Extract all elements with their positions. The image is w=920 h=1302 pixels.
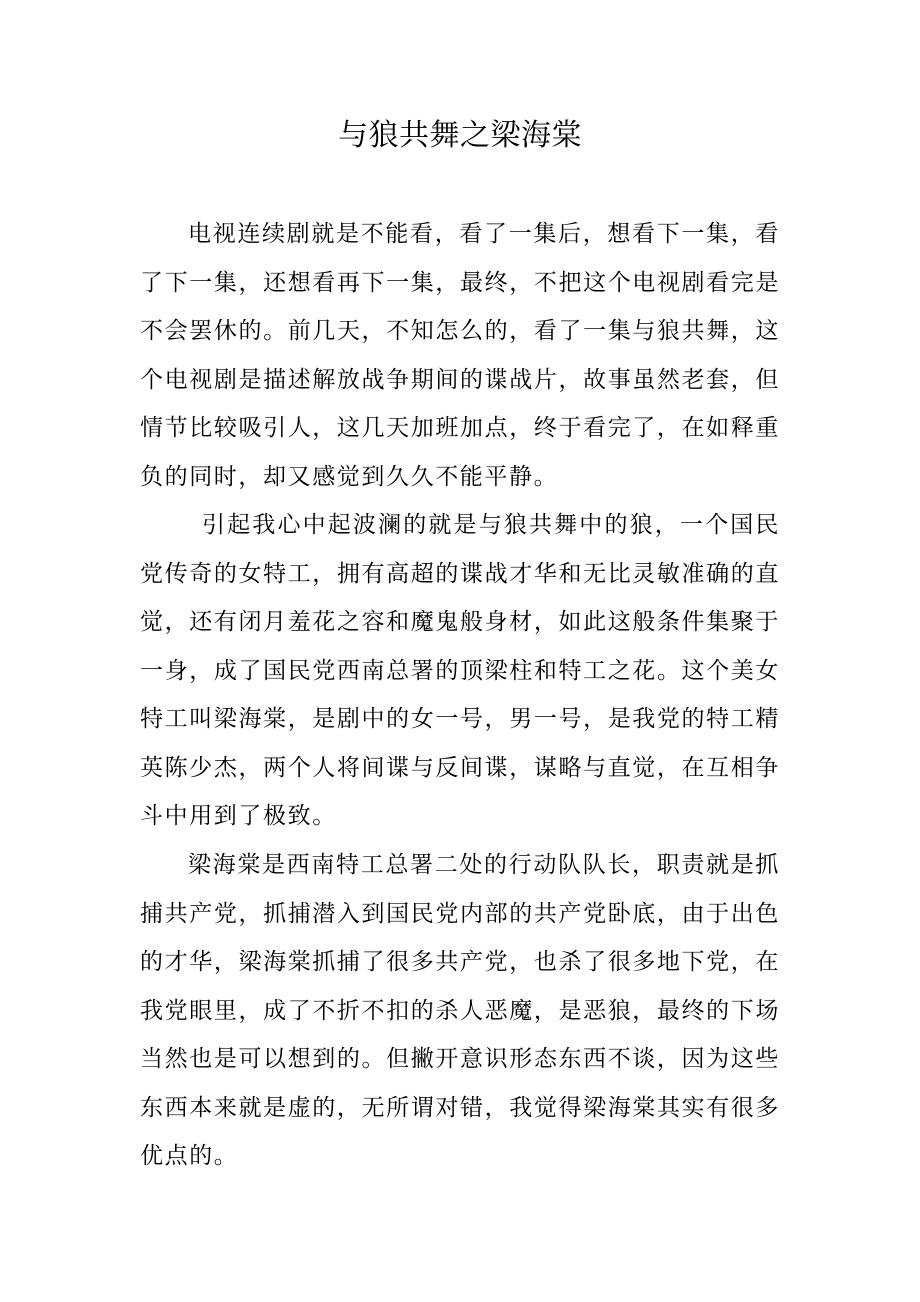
paragraph-3: 梁海棠是西南特工总署二处的行动队队长，职责就是抓捕共产党，抓捕潜入到国民党内部的共产党卧底，由于出色的才华，梁海棠抓捕了很多共产党，也杀了很多地下党，在我党眼里，成了不折不扣的杀人恶魔，是恶狼，最终的下场当然也是可以想到的。但撇开意识形态东西不谈，因为这些东西本来就是虚的，无所谓对错，我觉得梁海棠其实有很多优点的。 — [140, 852, 780, 1169]
page-title: 与狼共舞之梁海棠 — [338, 118, 582, 153]
paragraph-2: 引起我心中起波澜的就是与狼共舞中的狼，一个国民党传奇的女特工，拥有高超的谍战才华和无比灵敏准确的直觉，还有闭月羞花之容和魔鬼般身材，如此这般条件集聚于一身，成了国民党西南总署的顶梁柱和特工之花。这个美女特工叫梁海棠，是剧中的女一号，男一号，是我党的特工精英陈少杰，两个人将间谍与反间谍，谋略与直觉，在互相争斗中用到了极致。 — [140, 512, 780, 829]
paragraph-1: 电视连续剧就是不能看，看了一集后，想看下一集，看了下一集，还想看再下一集，最终，不把这个电视剧看完是不会罢休的。前几天，不知怎么的，看了一集与狼共舞，这个电视剧是描述解放战争期间的谍战片，故事虽然老套，但情节比较吸引人，这几天加班加点，终于看完了，在如释重负的同时，却又感觉到久久不能平静。 — [140, 221, 780, 490]
